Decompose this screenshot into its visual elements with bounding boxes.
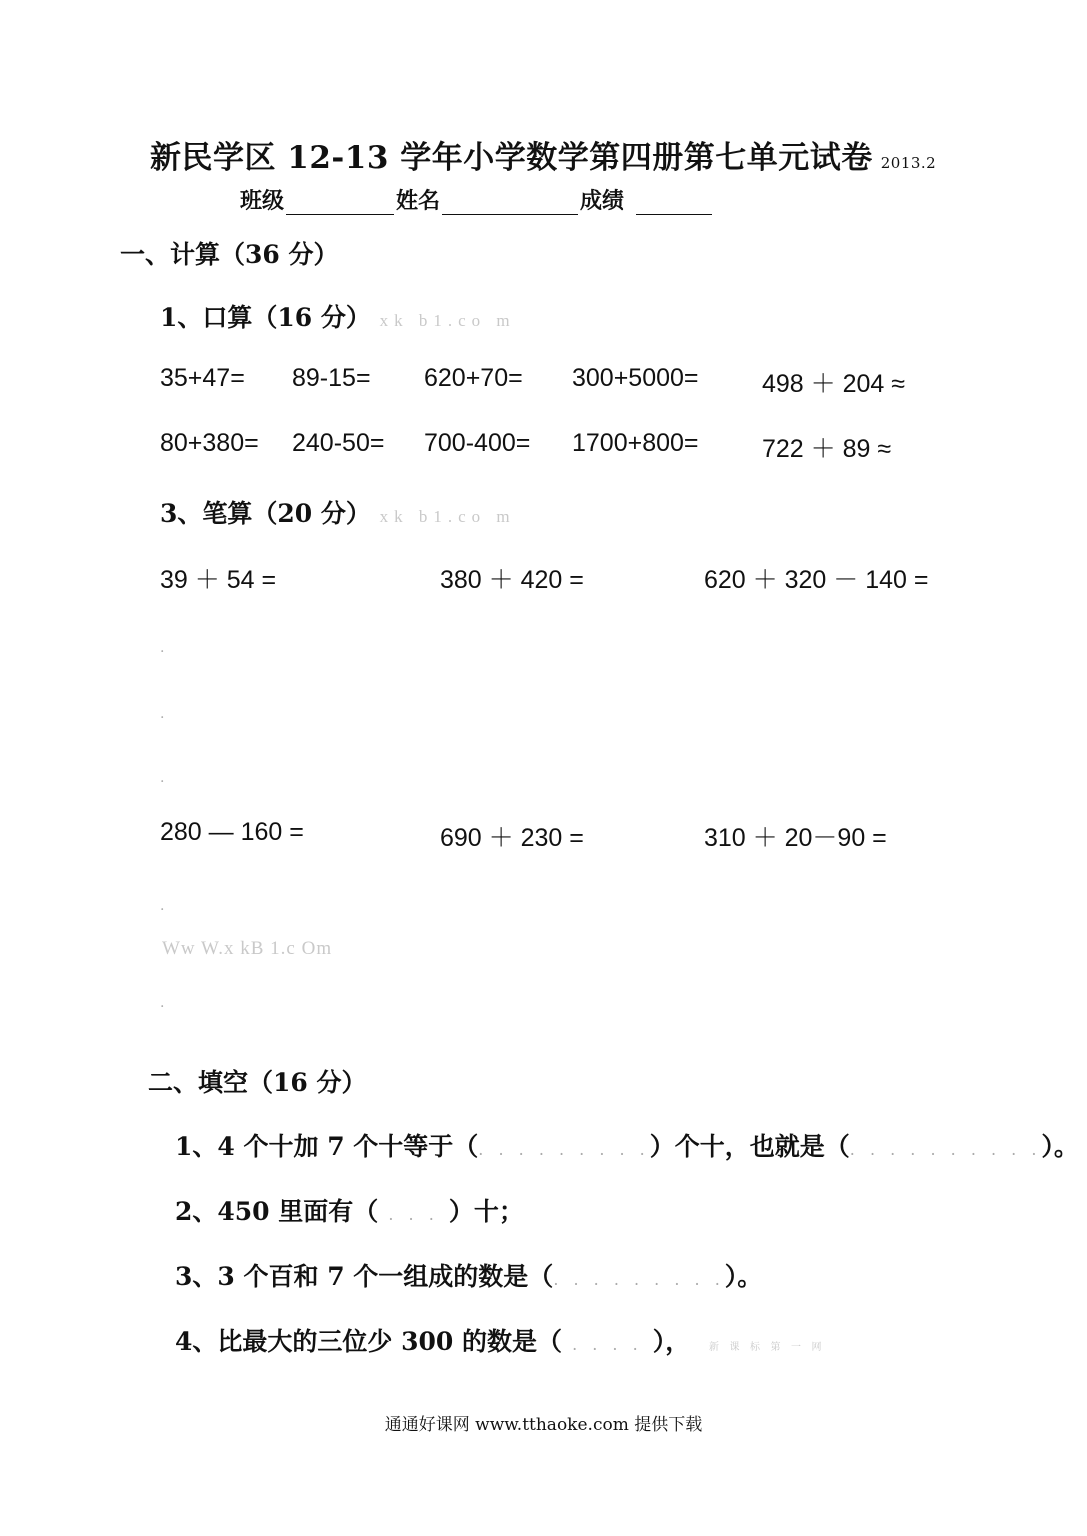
written-label: 3、笔算（20 分） (160, 499, 371, 528)
section1-heading: 一、计算（36 分） (120, 240, 339, 269)
answer-blank[interactable]: . . . . . . . . . (553, 1270, 725, 1289)
oral-item: 300+5000= (572, 364, 699, 392)
title-date: 2013.2 (880, 154, 937, 172)
work-space-dot: . (160, 640, 165, 656)
oral-item: 89-15= (292, 364, 371, 392)
work-space-dot: . (160, 706, 165, 722)
oral-item: 498 ＋ 204 ≈ (762, 370, 905, 398)
oral-row-1 (0, 364, 1087, 398)
score-blank[interactable] (636, 194, 712, 215)
footer: 通通好课网 www.tthaoke.com 提供下载 (384, 1415, 703, 1435)
written-item: 280 — 160 = (160, 818, 304, 846)
oral-item: 700-400= (424, 429, 531, 457)
written-item: 380 ＋ 420 = (440, 566, 584, 594)
watermark-2: Ww W.x kB 1.c Om (162, 938, 333, 959)
fill-question-2: 2、450 里面有（ . . . ）十； (175, 1197, 524, 1226)
oral-item: 722 ＋ 89 ≈ (762, 435, 892, 463)
answer-blank[interactable]: . . . . (562, 1335, 653, 1354)
oral-item: 80+380= (160, 429, 259, 457)
fill-question-1: 1、4 个十加 7 个十等于（. . . . . . . . .）个十，也就是（. . . . . . . . . .）。 (175, 1132, 1079, 1161)
oral-watermark: xk b1.co m (379, 311, 516, 330)
oral-label: 1、口算（16 分） (160, 303, 371, 332)
oral-row-2 (0, 429, 1087, 463)
written-item: 620 ＋ 320 － 140 = (704, 566, 929, 594)
work-space-dot: . (160, 898, 165, 914)
oral-item: 35+47= (160, 364, 245, 392)
name-label: 姓名 (396, 188, 441, 214)
class-blank[interactable] (286, 194, 394, 215)
written-row-2 (0, 818, 1087, 852)
written-item: 39 ＋ 54 = (160, 566, 277, 594)
title-main: 新民学区 12-13 学年小学数学第四册第七单元试卷 (150, 140, 873, 176)
score-label: 成绩 (580, 188, 625, 214)
written-heading (160, 494, 516, 530)
fill-question-3: 3、3 个百和 7 个一组成的数是（. . . . . . . . .）。 (175, 1262, 763, 1291)
written-item: 690 ＋ 230 = (440, 824, 584, 852)
small-watermark: 新 课 标 第 一 网 (709, 1342, 826, 1353)
fill-question-4: 4、比最大的三位少 300 的数是（ . . . . ）， 新 课 标 第 一 网 (175, 1327, 826, 1356)
work-space-dot: . (160, 770, 165, 786)
written-watermark: xk b1.co m (379, 507, 516, 526)
answer-blank[interactable]: . . . . . . . . . (478, 1140, 650, 1159)
oral-item: 620+70= (424, 364, 523, 392)
oral-item: 1700+800= (572, 429, 699, 457)
page-title (150, 132, 936, 177)
work-space-dot: . (160, 995, 165, 1011)
oral-heading (160, 298, 516, 334)
oral-item: 240-50= (292, 429, 385, 457)
written-row-1 (0, 560, 1087, 594)
written-item: 310 ＋ 20－90 = (704, 824, 887, 852)
answer-blank[interactable]: . . . (378, 1205, 449, 1224)
section2-heading: 二、填空（16 分） (148, 1068, 367, 1097)
class-label: 班级 (240, 188, 285, 214)
name-blank[interactable] (442, 194, 578, 215)
student-info (240, 184, 714, 215)
answer-blank[interactable]: . . . . . . . . . . (849, 1140, 1042, 1159)
